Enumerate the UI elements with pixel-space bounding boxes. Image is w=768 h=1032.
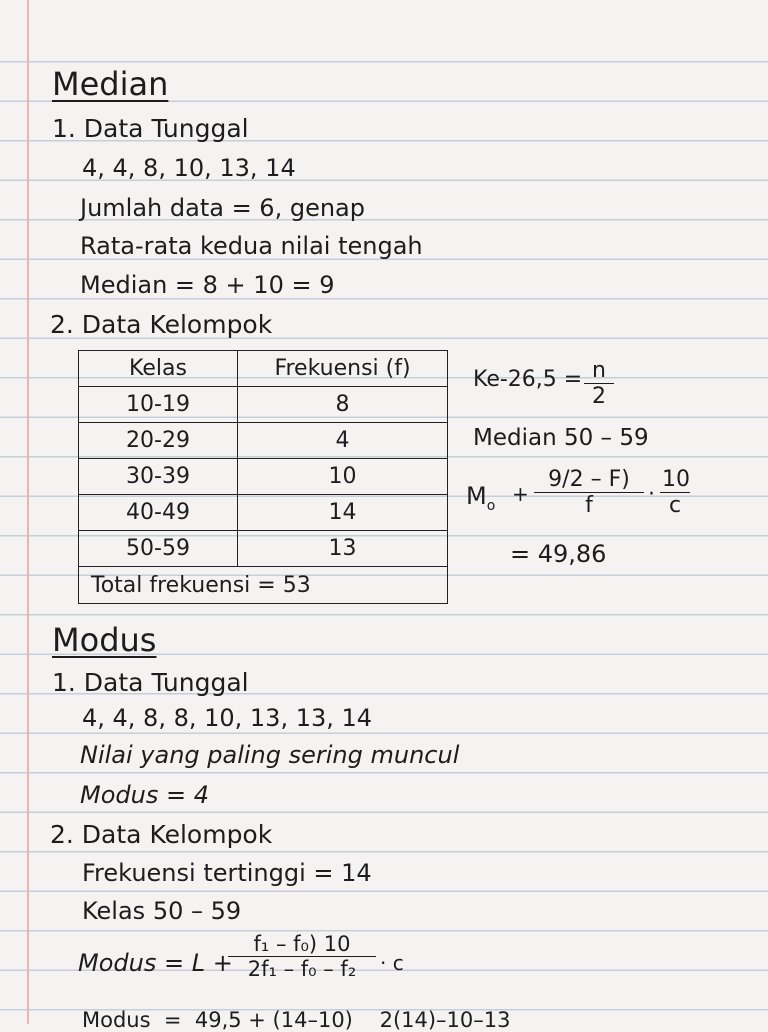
table-cell-frekuensi: 4 [238, 423, 448, 459]
fraction-numerator: 9/2 – F) [534, 467, 644, 493]
frequency-table [78, 350, 448, 604]
table-row [79, 459, 448, 495]
table-cell-kelas: 40-49 [79, 495, 238, 531]
median-formula-lead [466, 484, 495, 513]
median-title: Median [52, 65, 169, 103]
table-row [79, 387, 448, 423]
median-formula-fraction [534, 467, 644, 520]
modus-bottom-line: Modus = 49,5 + (14–10) 2(14)–10–13 [82, 1008, 511, 1032]
median-single-data: 4, 4, 8, 10, 13, 14 [82, 154, 296, 182]
modus-single-heading: 1. Data Tunggal [52, 668, 249, 697]
modus-title: Modus [52, 621, 157, 659]
median-single-count: Jumlah data = 6, genap [80, 194, 365, 222]
table-cell-kelas: 50-59 [79, 531, 238, 567]
median-position-prefix: Ke-26,5 = [473, 367, 583, 392]
modus-formula-fraction [228, 932, 376, 982]
fraction-denominator: 2f₁ – f₀ – f₂ [247, 957, 357, 982]
modus-single-result: Modus = 4 [80, 781, 209, 809]
formula-m: M [466, 482, 487, 510]
median-formula-plus: + [512, 482, 529, 506]
fraction-denominator: 2 [592, 384, 606, 410]
modus-formula-lead: Modus = L + [78, 949, 233, 977]
fraction-numerator: f₁ – f₀) 10 [228, 932, 376, 957]
fraction-numerator: n [584, 358, 614, 384]
table-cell-kelas: 10-19 [79, 387, 238, 423]
modus-formula-tail: · c [380, 951, 404, 975]
median-position-fraction [584, 358, 614, 411]
fraction-denominator: c [668, 493, 682, 519]
table-cell-frekuensi: 14 [238, 495, 448, 531]
table-total-cell: Total frekuensi = 53 [79, 567, 448, 604]
table-row [79, 495, 448, 531]
fraction-numerator: 10 [662, 467, 690, 492]
median-class: Median 50 – 59 [473, 425, 649, 451]
modus-single-rule: Nilai yang paling sering muncul [80, 741, 460, 769]
median-single-result: Median = 8 + 10 = 9 [80, 271, 335, 299]
notebook-margin-line [27, 0, 29, 1024]
table-cell-frekuensi: 10 [238, 459, 448, 495]
modus-single-data: 4, 4, 8, 8, 10, 13, 13, 14 [82, 704, 373, 732]
median-single-heading: 1. Data Tunggal [52, 114, 249, 143]
median-formula-fraction-2 [660, 467, 690, 520]
table-cell-kelas: 20-29 [79, 423, 238, 459]
median-single-rule: Rata-rata kedua nilai tengah [80, 232, 423, 260]
table-total-row [79, 567, 448, 604]
formula-subscript: o [486, 497, 496, 514]
table-header-row [79, 351, 448, 387]
table-header-frekuensi: Frekuensi (f) [238, 351, 448, 387]
table-row [79, 423, 448, 459]
median-grouped-result: = 49,86 [510, 540, 607, 568]
modus-class: Kelas 50 – 59 [82, 897, 242, 925]
table-cell-frekuensi: 8 [238, 387, 448, 423]
median-formula-dot: · [648, 482, 655, 507]
median-grouped-heading: 2. Data Kelompok [50, 310, 273, 339]
modus-grouped-heading: 2. Data Kelompok [50, 820, 273, 849]
table-cell-kelas: 30-39 [79, 459, 238, 495]
fraction-denominator: f [585, 493, 593, 519]
table-cell-frekuensi: 13 [238, 531, 448, 567]
table-header-kelas: Kelas [79, 351, 238, 387]
modus-highest-frequency: Frekuensi tertinggi = 14 [82, 859, 372, 887]
table-row [79, 531, 448, 567]
